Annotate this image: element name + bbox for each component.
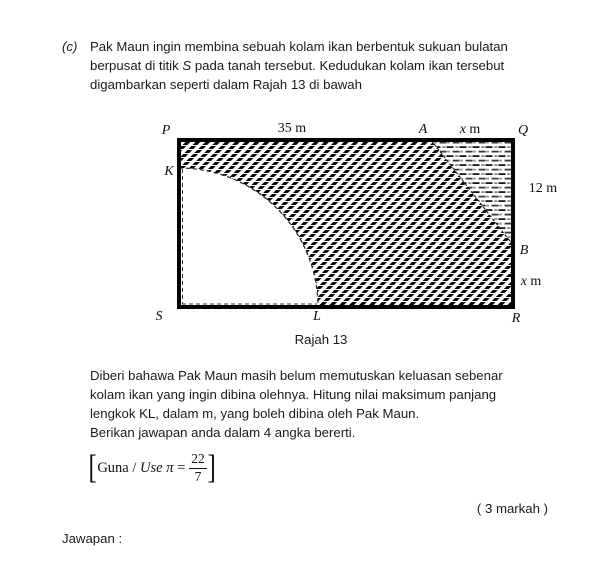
vertex-label-S: S <box>155 309 163 324</box>
pi-formula <box>88 450 216 486</box>
vertex-label-Q: Q <box>517 123 529 138</box>
figure-caption: Rajah 13 <box>294 332 348 347</box>
fraction-numerator: 22 <box>189 452 207 468</box>
paragraph-text: pada tanah tersebut. Kedudukan kolam ikan tersebut <box>191 58 505 73</box>
fraction-22-over-7 <box>189 452 207 483</box>
paragraph-line: lengkok KL, dalam m, yang boleh dibina oleh Pak Maun. <box>90 406 420 421</box>
formula-guna: Guna / <box>97 459 141 476</box>
point-label-L: L <box>313 309 321 324</box>
question-part-label: (c) <box>62 39 78 54</box>
paragraph-line: Pak Maun ingin membina sebuah kolam ikan berbentuk sukuan bulatan <box>90 39 508 54</box>
vertex-label-P: P <box>161 123 171 138</box>
point-label-B: B <box>519 243 529 258</box>
formula-use-pi: Use π <box>140 459 174 476</box>
dimension-xm-top <box>460 122 481 138</box>
marks-allocation: ( 3 markah ) <box>476 501 548 516</box>
paragraph-line: digambarkan seperti dalam Rajah 13 di bawah <box>90 77 362 92</box>
dimension-unit: m <box>526 274 542 289</box>
vertex-label-R: R <box>511 311 521 326</box>
point-label-K: K <box>164 164 174 179</box>
paragraph-line: Berikan jawapan anda dalam 4 angka bererti. <box>90 425 356 440</box>
bracket-left: [ <box>88 449 97 486</box>
dimension-xm-right <box>521 274 542 290</box>
paragraph-text: berpusat di titik <box>90 58 183 73</box>
fraction-denominator: 7 <box>194 468 202 484</box>
question-paragraph-1 <box>90 37 508 94</box>
bracket-right: ] <box>207 449 216 486</box>
formula-equals: = <box>173 459 186 476</box>
question-paragraph-2 <box>90 366 503 442</box>
formula-text <box>97 460 185 477</box>
dimension-unit: m <box>465 122 481 137</box>
point-s-reference: S <box>182 58 192 73</box>
figure-diagram <box>160 118 560 318</box>
point-label-A: A <box>418 122 428 137</box>
paragraph-line: Diberi bahawa Pak Maun masih belum memutuskan keluasan sebenar <box>90 368 503 383</box>
answer-label: Jawapan : <box>62 531 123 546</box>
paragraph-line: kolam ikan yang ingin dibina olehnya. Hitung nilai maksimum panjang <box>90 387 497 402</box>
dimension-35m: 35 m <box>277 121 307 136</box>
dimension-12m: 12 m <box>528 181 558 196</box>
paragraph-line <box>90 56 508 75</box>
dimension-x-variable: x <box>459 122 466 137</box>
figure-rajah-13 <box>160 118 560 318</box>
dimension-x-variable: x <box>520 274 527 289</box>
